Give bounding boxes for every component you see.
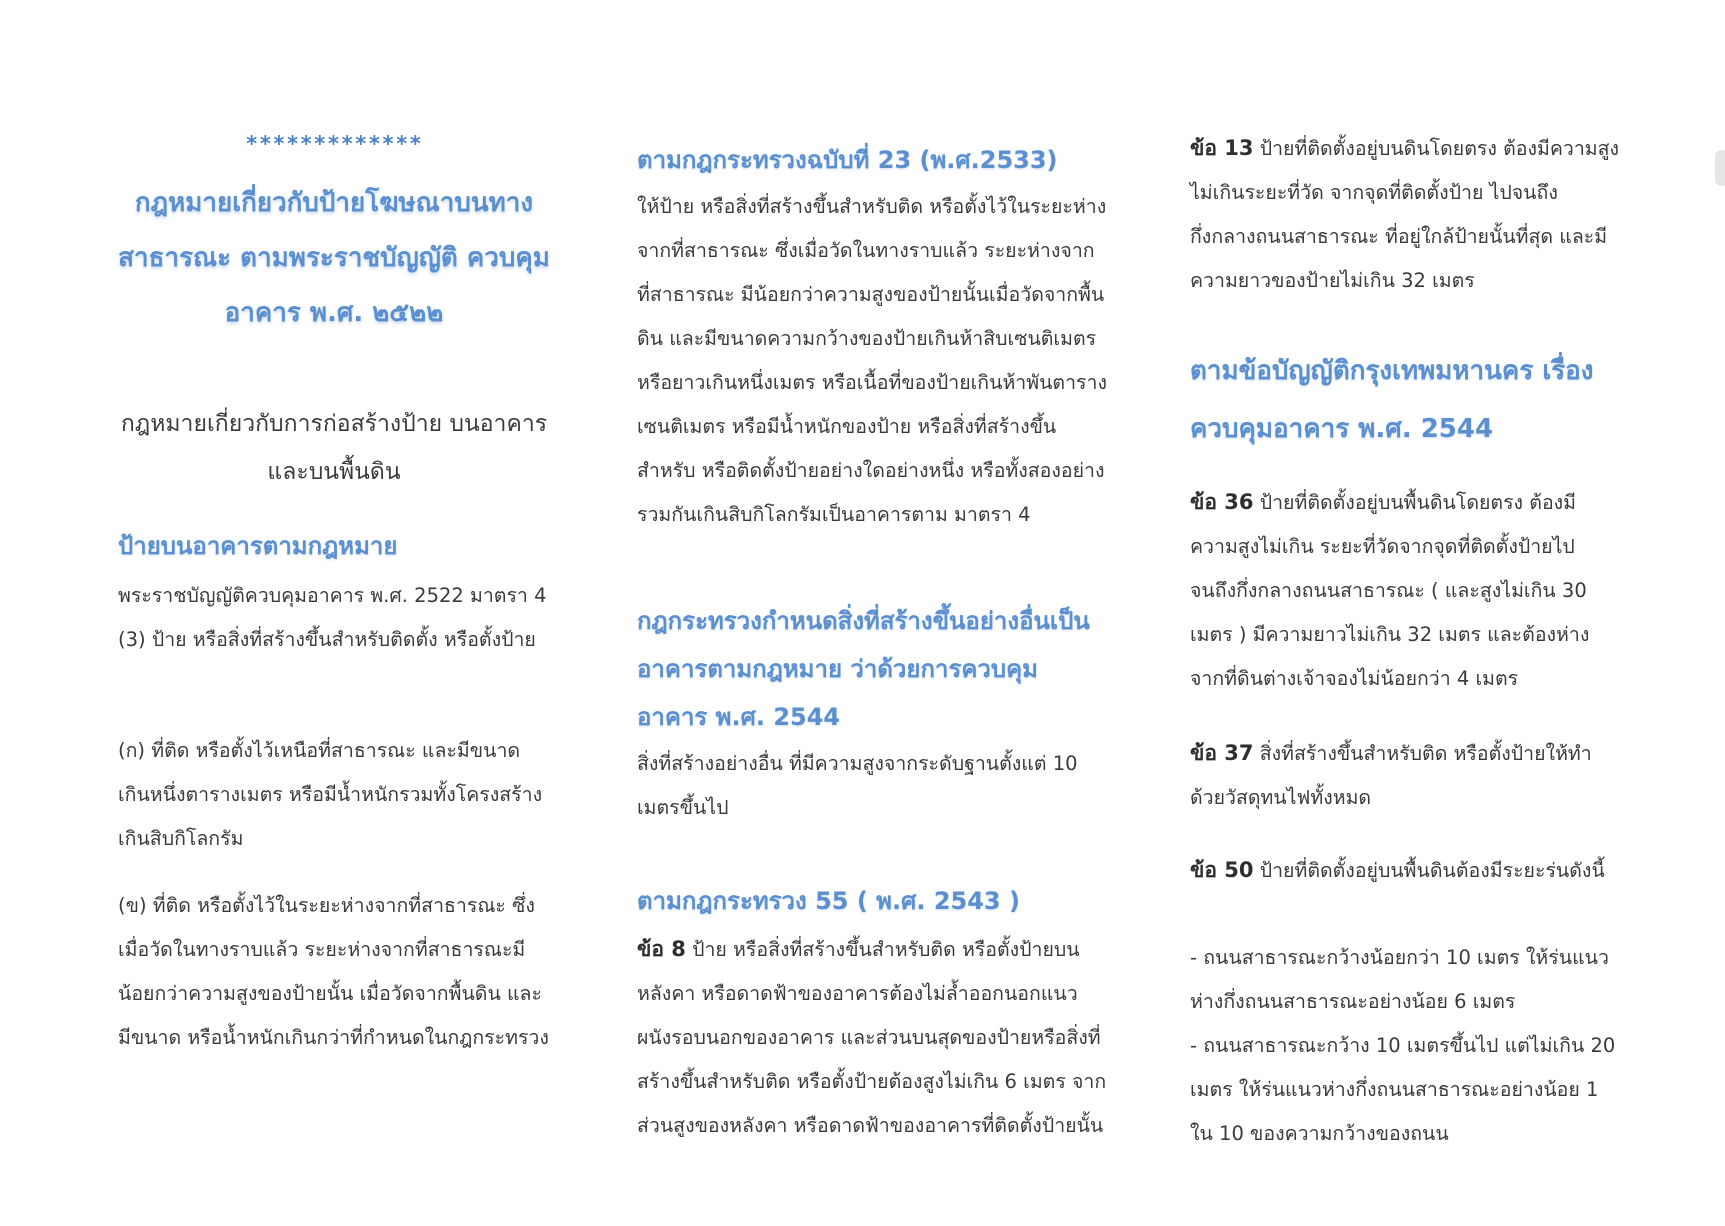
main-title: กฎหมายเกี่ยวกับป้ายโฆษณาบนทาง สาธารณะ ตามพระราชบัญญัติ ควบคุมอาคาร พ.ศ. ๒๕๒๒	[118, 188, 550, 328]
setback-bullet-1: - ถนนสาธารณะกว้างน้อยกว่า 10 เมตร ให้ร่นแนวห่างกึ่งถนนสาธารณะอย่างน้อย 6 เมตร	[1190, 946, 1609, 1013]
middle-paragraph-2: สิ่งที่สร้างอย่างอื่น ที่มีความสูงจากระดับฐานตั้งแต่ 10 เมตรขึ้นไป	[637, 752, 1078, 819]
clause-text: สิ่งที่สร้างขึ้นสำหรับติด หรือตั้งป้ายให้ทำด้วยวัสดุทนไฟทั้งหมด	[1190, 742, 1592, 809]
heading-ministerial-reg-2544: กฎกระทรวงกำหนดสิ่งที่สร้างขึ้นอย่างอื่นเป็นอาคารตามกฎหมาย ว่าด้วยการควบคุมอาคาร พ.ศ. 2544	[637, 607, 1090, 731]
section-heading-building-signs: ป้ายบนอาคารตามกฎหมาย	[118, 532, 398, 560]
clause-text: ป้ายที่ติดตั้งอยู่บนดินโดยตรง ต้องมีความสูงไม่เกินระยะที่วัด จากจุดที่ติดตั้งป้าย ไปจนถึงกึ่งกลางถนนสาธารณะ ที่อยู่ใกล้ป้ายนั้นที่สุด และมีความยาวของป้ายไม่เกิน 32 เมตร	[1190, 137, 1620, 292]
scan-edge-mark	[1715, 150, 1725, 186]
right-paragraph-2	[1190, 480, 1620, 701]
right-paragraph-3	[1190, 731, 1620, 820]
clause-text: ป้ายที่ติดตั้งอยู่บนพื้นดินต้องมีระยะร่นดังนี้	[1253, 859, 1605, 882]
middle-paragraph-3	[637, 927, 1107, 1148]
setback-bullet-2: - ถนนสาธารณะกว้าง 10 เมตรขึ้นไป แต่ไม่เกิน 20 เมตร ให้ร่นแนวห่างกึ่งถนนสาธารณะอย่างน้อย 1 ใน 10 ของความกว้างของถนน	[1190, 1034, 1616, 1145]
middle-paragraph-1: ให้ป้าย หรือสิ่งที่สร้างขึ้นสำหรับติด หรือตั้งไว้ในระยะห่างจากที่สาธารณะ ซึ่งเมื่อวัดในทางราบแล้ว ระยะห่างจากที่สาธารณะ มีน้อยกว่าความสูงของป้ายนั้นเมื่อวัดจากพื้นดิน และมีขนาดความกว้างของป้ายเกินห้าสิบเซนติเมตร หรือยาวเกินหนึ่งเมตร หรือเนื้อที่ของป้ายเกินห้าพันตารางเซนติเมตร หรือมีน้ำหนักของป้าย หรือสิ่งที่สร้างขึ้นสำหรับ หรือติดตั้งป้ายอย่างใดอย่างหนึ่ง หรือทั้งสองอย่างรวมกันเกินสิบกิโลกรัมเป็นอาคารตาม มาตรา 4	[637, 195, 1107, 526]
clause-text: ป้ายที่ติดตั้งอยู่บนพื้นดินโดยตรง ต้องมีความสูงไม่เกิน ระยะที่วัดจากจุดที่ติดตั้งป้ายไปจนถึงกึ่งกลางถนนสาธารณะ ( และสูงไม่เกิน 30 เมตร ) มีความยาวไม่เกิน 32 เมตร และต้องห่างจากที่ดินต่างเจ้าจองไม่น้อยกว่า 4 เมตร	[1190, 491, 1590, 690]
clause-label: ข้อ 37	[1190, 741, 1254, 765]
heading-ministerial-reg-55: ตามกฎกระทรวง 55 ( พ.ศ. 2543 )	[637, 887, 1020, 915]
subtitle: กฎหมายเกี่ยวกับการก่อสร้างป้าย บนอาคาร และบนพื้นดิน	[120, 411, 548, 485]
left-paragraph-3: (ข) ที่ติด หรือตั้งไว้ในระยะห่างจากที่สาธารณะ ซึ่งเมื่อวัดในทางราบแล้ว ระยะห่างจากที่สาธารณะมีน้อยกว่าความสูงของป้ายนั้น เมื่อวัดจากพื้นดิน และมีขนาด หรือน้ำหนักเกินกว่าที่กำหนดในกฎกระทรวง	[118, 894, 549, 1049]
left-paragraph-2: (ก) ที่ติด หรือตั้งไว้เหนือที่สาธารณะ และมีขนาดเกินหนึ่งตารางเมตร หรือมีน้ำหนักรวมทั้งโครงสร้างเกินสิบกิโลกรัม	[118, 739, 543, 850]
clause-label: ข้อ 50	[1190, 858, 1254, 882]
clause-label: ข้อ 8	[637, 937, 686, 961]
heading-bangkok-ordinance: ตามข้อบัญญัติกรุงเทพมหานคร เรื่อง ควบคุมอาคาร พ.ศ. 2544	[1190, 356, 1594, 444]
heading-ministerial-reg-23: ตามกฎกระทรวงฉบับที่ 23 (พ.ศ.2533)	[637, 146, 1058, 174]
right-paragraph-4	[1190, 848, 1620, 893]
clause-label: ข้อ 13	[1190, 136, 1254, 160]
right-paragraph-1	[1190, 126, 1620, 303]
clause-text: ป้าย หรือสิ่งที่สร้างขึ้นสำหรับติด หรือตั้งป้ายบนหลังคา หรือดาดฟ้าของอาคารต้องไม่ล้ำออกนอกแนวผนังรอบนอกของอาคาร และส่วนบนสุดของป้ายหรือสิ่งที่สร้างขึ้นสำหรับติด หรือตั้งป้ายต้องสูงไม่เกิน 6 เมตร จากส่วนสูงของหลังคา หรือดาดฟ้าของอาคารที่ติดตั้งป้ายนั้น	[637, 938, 1107, 1137]
clause-label: ข้อ 36	[1190, 490, 1254, 514]
left-paragraph-1: พระราชบัญญัติควบคุมอาคาร พ.ศ. 2522 มาตรา 4 (3) ป้าย หรือสิ่งที่สร้างขึ้นสำหรับติดตั้ง หรือตั้งป้าย	[118, 584, 547, 651]
decorative-stars: *************	[245, 132, 423, 156]
